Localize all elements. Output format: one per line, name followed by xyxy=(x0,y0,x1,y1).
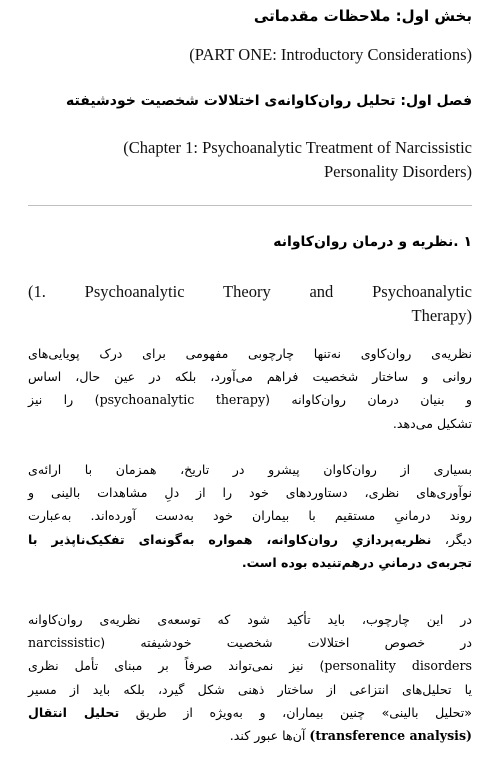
chapter-heading-en xyxy=(28,136,472,184)
paragraph-2-line-3: روند درمانیِ مستقیم با بیماران خود به‌دست آورده‌اند. به‌عبارت xyxy=(28,508,472,524)
section-heading-en-line1: (1. Psychoanalytic Theory and Psychoanalytic xyxy=(28,282,472,301)
paragraph-2-line-4-start: دیگر، xyxy=(431,531,473,547)
paragraph-2 xyxy=(28,458,472,574)
paragraph-3-line-2 xyxy=(28,631,472,654)
section-heading-en xyxy=(28,280,472,328)
section-heading-fa: ۱ .نظریه و درمان روان‌کاوانه xyxy=(273,234,472,250)
part-heading-fa: بخش اول: ملاحظات مقدماتی xyxy=(253,7,472,25)
section-divider xyxy=(28,205,472,206)
paragraph-2-emphasis-1: نظریه‌پردازیِ روان‌کاوانه، همواره به‌گونه‌ای تفکیک‌ناپذیر با xyxy=(28,531,432,547)
term-transference-analysis-en: (transference analysis) xyxy=(309,728,472,744)
paragraph-2-line-1: بسیاری از روان‌کاوان پیشرو در تاریخ، همزمان با ارائه‌ی xyxy=(28,462,472,477)
paragraph-3-line-3-end: ) نیز نمی‌تواند صرفاً بر مبنای تأمل نظری xyxy=(28,658,325,674)
paragraph-1 xyxy=(28,342,472,435)
paragraph-2-line-2: نوآوری‌های نظری، دستاوردهای خود را از دلِ مشاهدات بالینی و xyxy=(28,485,472,501)
paragraph-3 xyxy=(28,608,472,747)
term-transference-analysis-fa: تحلیل انتقال xyxy=(28,704,120,720)
paragraph-1-line-1: نظریه‌ی روان‌کاوی نه‌تنها چارچوبی مفهومی برای درک پویایی‌های xyxy=(28,346,472,361)
document-page xyxy=(28,0,472,768)
paragraph-3-line-6 xyxy=(28,724,472,747)
paragraph-1-line-3-end: ) را نیز xyxy=(28,392,100,408)
paragraph-3-line-3 xyxy=(28,654,472,677)
part-heading-en: (PART ONE: Introductory Considerations) xyxy=(189,45,472,64)
paragraph-1-line-2: روانی و ساختار شخصیت فراهم می‌آورد، بلکه در عین حال، اساس xyxy=(28,369,472,385)
section-heading-en-line2: Therapy) xyxy=(411,306,472,325)
paragraph-1-line-3 xyxy=(28,388,472,411)
paragraph-3-line-2-start: در خصوص اختلالات شخصیت خودشیفته ( xyxy=(100,635,472,651)
chapter-heading-en-line2: Personality Disorders) xyxy=(323,162,472,181)
term-personality-disorders: personality disorders xyxy=(324,658,472,674)
paragraph-2-emphasis-2: تجربه‌ی درمانیِ درهم‌تنیده بوده است. xyxy=(241,554,472,570)
chapter-heading-fa: فصل اول: تحلیل روان‌کاوانه‌ی اختلالات شخصیت خودشیفته xyxy=(66,93,472,109)
paragraph-3-line-5-start: «تحلیل بالینی» چنین بیماران، و به‌ویژه از طریق xyxy=(119,704,472,720)
paragraph-3-line-1: در این چارچوب، باید تأکید شود که توسعه‌ی نظریه‌ی روان‌کاوانه xyxy=(28,612,472,627)
paragraph-3-line-4: یا تحلیل‌های انتزاعی از ساختار ذهنی شکل گیرد، بلکه باید از مسیر xyxy=(28,681,472,697)
paragraph-1-line-3-start: و بنیان درمان روان‌کاوانه ( xyxy=(265,392,472,408)
paragraph-3-line-6-end: آن‌ها عبور کند. xyxy=(229,728,310,744)
paragraph-2-line-4 xyxy=(28,528,472,551)
term-transference-analysis-en-text: transference analysis xyxy=(315,728,467,744)
paragraph-1-line-4: تشکیل می‌دهد. xyxy=(392,415,472,431)
term-narcissistic: narcissistic xyxy=(28,635,101,651)
chapter-heading-en-line1: (Chapter 1: Psychoanalytic Treatment of Narcissistic xyxy=(123,138,472,157)
term-psychoanalytic-therapy: psychoanalytic therapy xyxy=(99,392,266,408)
paragraph-3-line-5 xyxy=(28,701,472,724)
